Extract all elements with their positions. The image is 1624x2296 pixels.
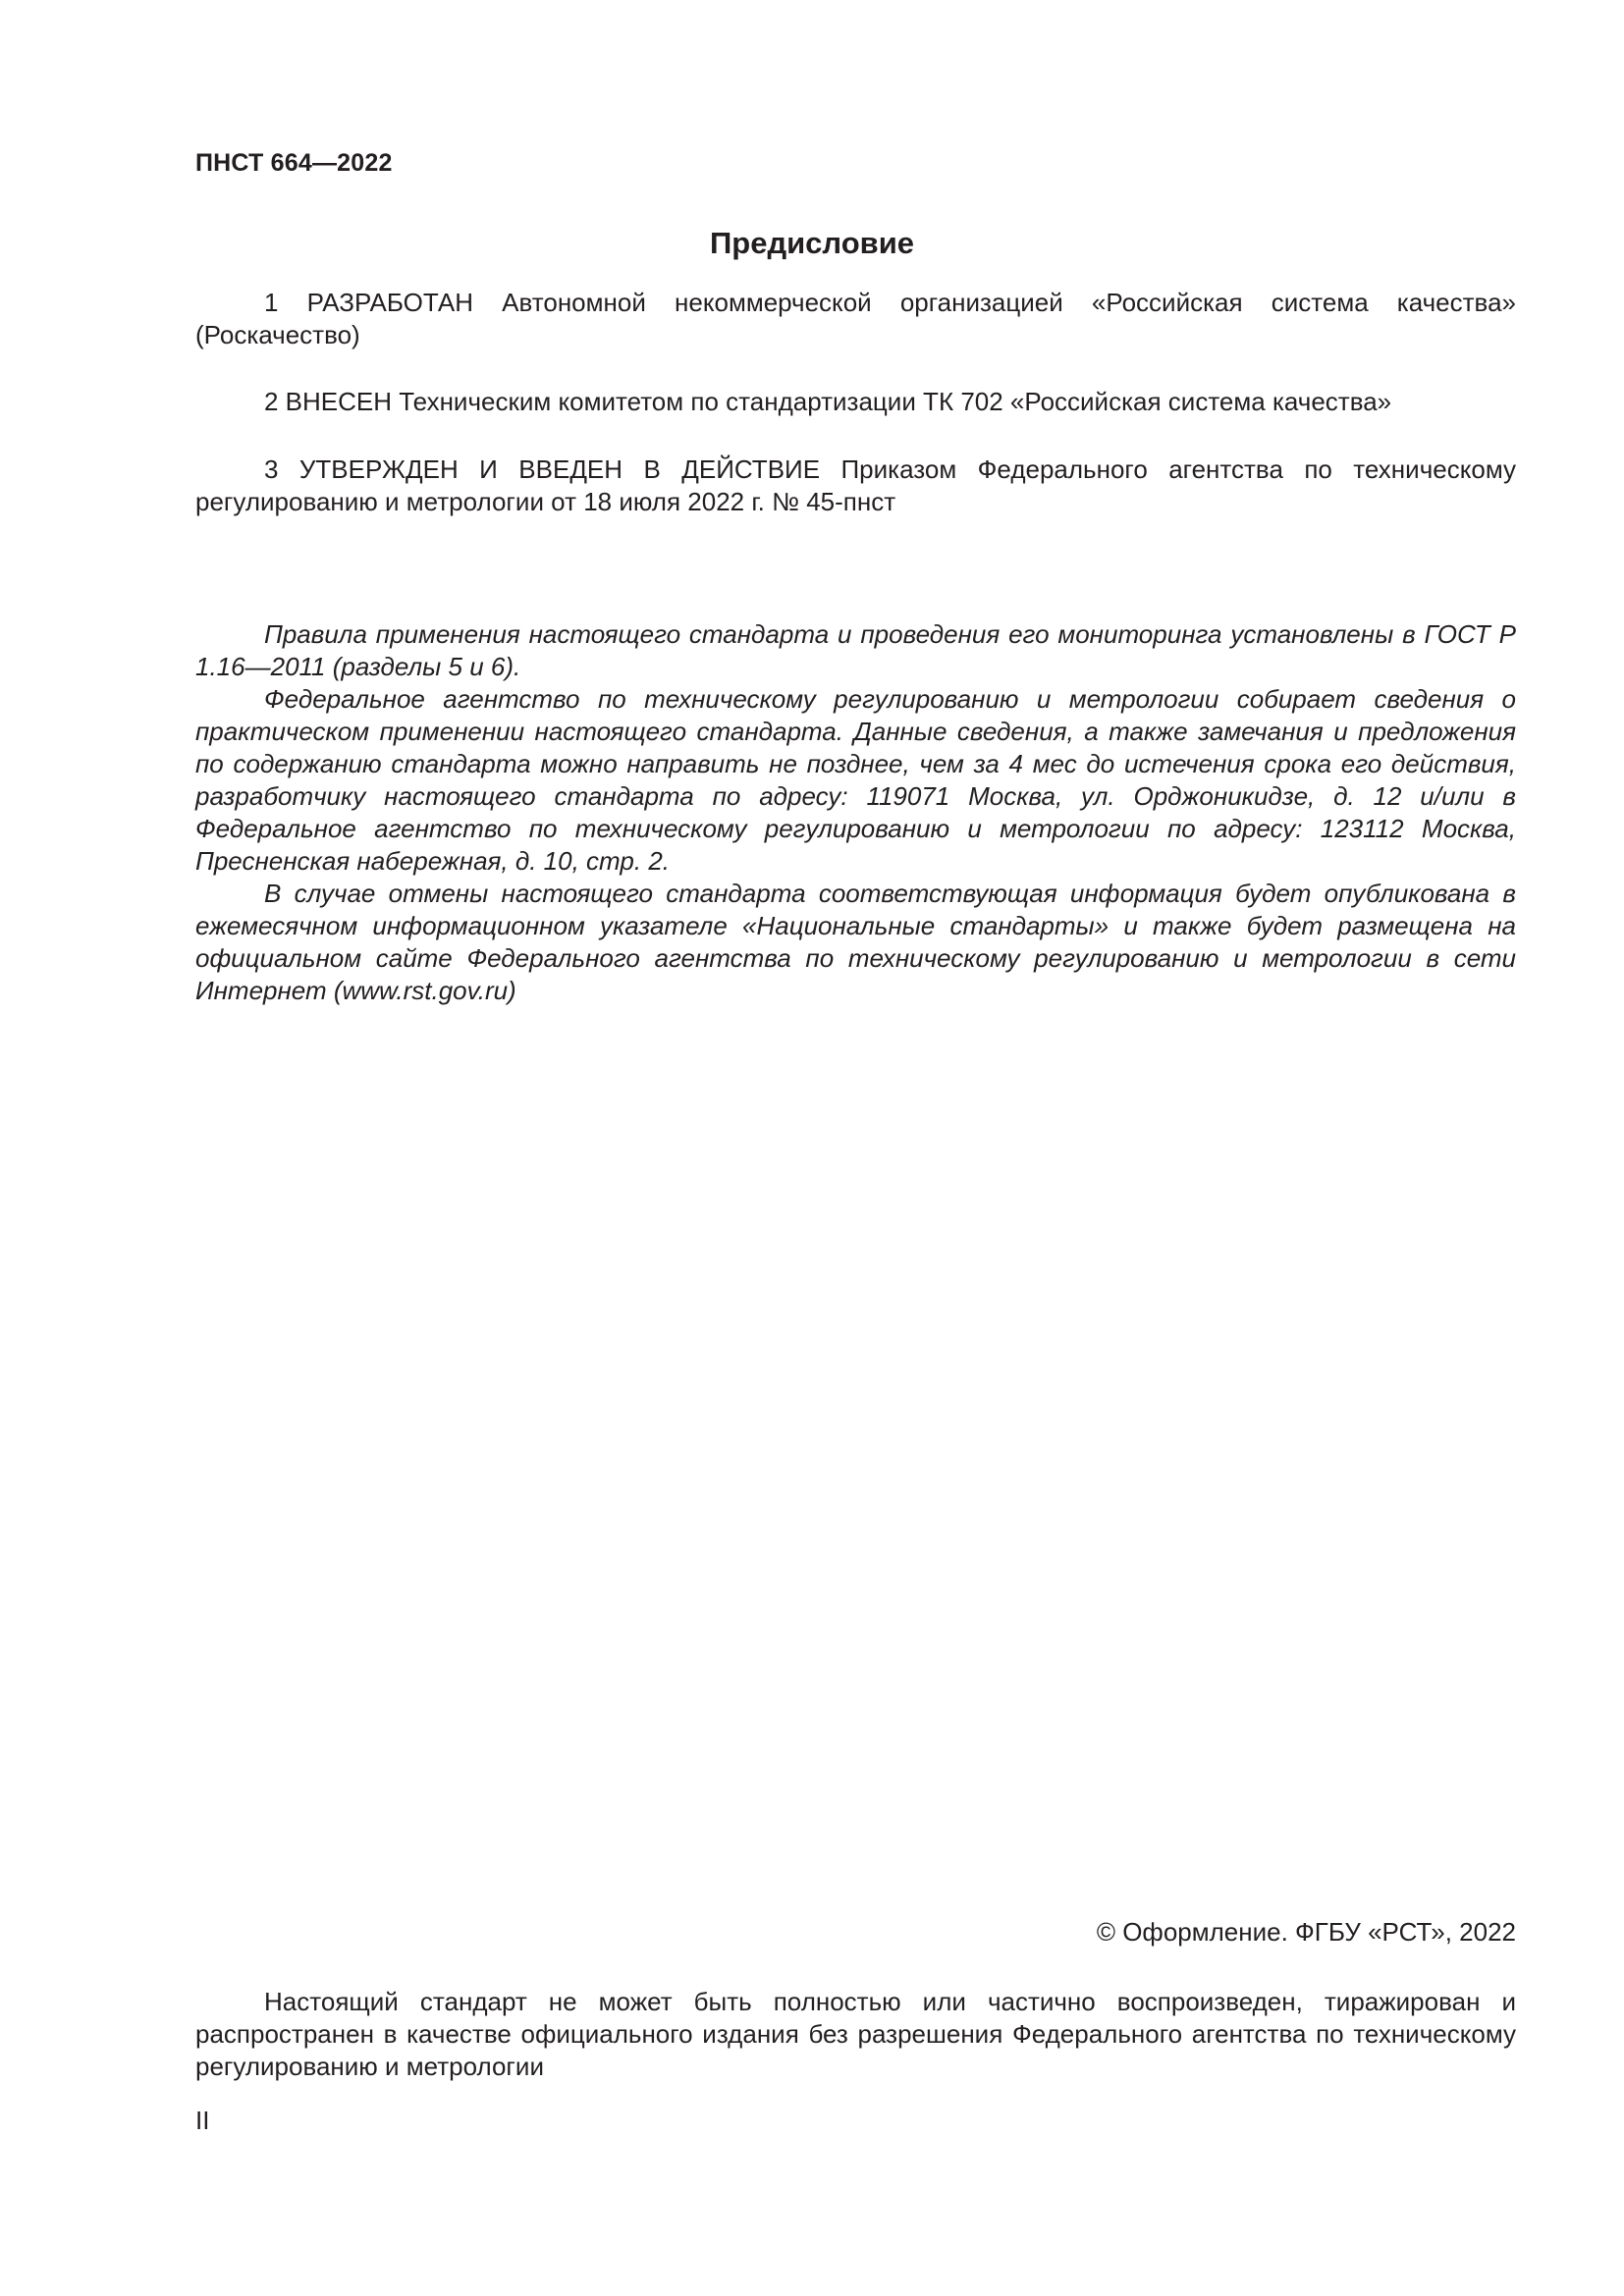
standard-code: ПНСТ 664—2022 — [195, 149, 393, 177]
page-title: Предисловие — [709, 226, 914, 260]
copyright-line: © Оформление. ФГБУ «РСТ», 2022 — [1096, 1917, 1516, 1947]
foreword-item-text: 2 ВНЕСЕН Техническим комитетом по стандартизации ТК 702 «Российская система качества» — [264, 387, 1392, 416]
foreword-item-text: 3 УТВЕРЖДЕН И ВВЕДЕН В ДЕЙСТВИЕ Приказом Федерального агентства по техническому регулированию и метрологии от 18 июля 2022 г. № 45-пнст — [195, 454, 1516, 516]
note-paragraph: В случае отмены настоящего стандарта соответствующая информация будет опубликована в ежемесячном информационном указателе «Национальные стандарты» и также будет размещена на официальном сайте Федерального агентства по техническому регулированию и метрологии в сети Интернет (www.rst.gov.ru) — [195, 879, 1516, 1005]
foreword-item-developed — [195, 287, 1516, 351]
foreword-item-text: 1 РАЗРАБОТАН Автономной некоммерческой организацией «Российская система качества» (Роскачество) — [195, 288, 1516, 349]
application-notes — [195, 618, 1516, 1007]
foreword-item-submitted — [195, 386, 1516, 418]
reproduction-notice — [195, 1986, 1516, 2083]
notice-text: Настоящий стандарт не может быть полностью или частично воспроизведен, тиражирован и распространен в качестве официального издания без разрешения Федерального агентства по техническому регулированию и метрологии — [195, 1987, 1516, 2081]
note-paragraph: Правила применения настоящего стандарта и проведения его мониторинга установлены в ГОСТ Р 1.16—2011 (разделы 5 и 6). — [195, 619, 1516, 681]
foreword-item-approved — [195, 454, 1516, 518]
note-paragraph: Федеральное агентство по техническому регулированию и метрологии собирает сведения о практическом применении настоящего стандарта. Данные сведения, а также замечания и предложения по содержанию стандарта можно направить не позднее, чем за 4 мес до истечения срока его действия, разработчику настоящего стандарта по адресу: 119071 Москва, ул. Орджоникидзе, д. 12 и/или в Федеральное агентство по техническому регулированию и метрологии по адресу: 123112 Москва, Пресненская набережная, д. 10, стр. 2. — [195, 684, 1516, 876]
page-number: II — [195, 2106, 210, 2135]
